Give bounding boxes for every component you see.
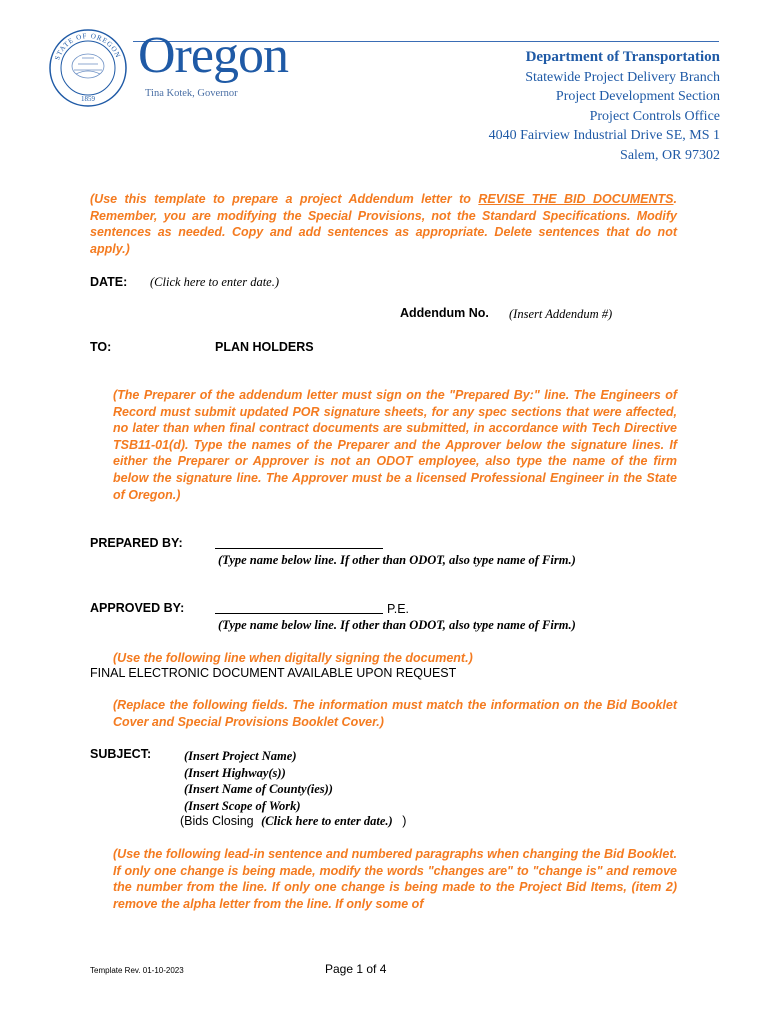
to-recipient: PLAN HOLDERS <box>215 340 314 354</box>
final-document-notice: FINAL ELECTRONIC DOCUMENT AVAILABLE UPON REQUEST <box>90 666 457 680</box>
oregon-logo-wordmark: Oregon <box>138 27 288 84</box>
subject-fields <box>184 748 333 814</box>
revise-bid-documents-text: REVISE THE BID DOCUMENTS <box>478 192 674 206</box>
prepared-by-signature-line[interactable] <box>215 536 383 554</box>
project-name-field[interactable]: (Insert Project Name) <box>184 749 297 763</box>
bids-closing-line: (Bids Closing (Click here to enter date.) ) <box>180 814 407 828</box>
county-field[interactable]: (Insert Name of County(ies)) <box>184 782 333 796</box>
page-number: Page 1 of 4 <box>325 962 387 976</box>
agency-address <box>489 48 720 165</box>
street-address: 4040 Fairview Industrial Drive SE, MS 1 <box>488 128 720 143</box>
section-name: Project Development Section <box>555 89 720 104</box>
preparer-instruction: (The Preparer of the addendum letter must sign on the "Prepared By:" line. The Engineers of Record must submit updated POR signature sheets, for any spec sections that were affected, no later than when final contract documents are submitted, in accordance with Tech Directive TSB11-01(d). Type the names of the Preparer and the Approver below the signature lines. If either the Preparer or Approver is not an ODOT employee, also type the name of the firm below the signature line. The Approver must be a licensed Professional Engineer in the State of Oregon.) <box>113 388 677 502</box>
city-state-zip: Salem, OR 97302 <box>620 147 720 163</box>
date-row <box>90 273 127 291</box>
bids-closing-date-field[interactable]: (Click here to enter date.) <box>261 814 393 828</box>
to-label: TO: <box>90 340 112 354</box>
governor-name: Tina Kotek, Governor <box>145 88 238 99</box>
department-name: Department of Transportation <box>525 49 720 65</box>
approved-by-signature-line[interactable] <box>215 601 383 619</box>
leadin-instruction: (Use the following lead-in sentence and numbered paragraphs when changing the Bid Booklet. If only one change is being made, modify the words "changes are" to "change is" and remove the number from the line. If only one change is being made to the Project Bid Items, (item 2) remove the alpha letter from the line. If only some of <box>113 847 677 911</box>
scope-of-work-field[interactable]: (Insert Scope of Work) <box>184 798 301 813</box>
office-name: Project Controls Office <box>589 108 720 124</box>
prepared-by-label: PREPARED BY: <box>90 536 183 550</box>
addendum-number-field[interactable]: (Insert Addendum #) <box>509 307 613 321</box>
template-revision: Template Rev. 01-10-2023 <box>90 966 184 975</box>
approved-by-hint: (Type name below line. If other than ODOT, also type name of Firm.) <box>218 618 576 632</box>
branch-name: Statewide Project Delivery Branch <box>525 69 720 85</box>
prepared-by-hint: (Type name below line. If other than ODOT, also type name of Firm.) <box>218 553 576 567</box>
highway-field[interactable]: (Insert Highway(s)) <box>184 765 286 780</box>
pe-suffix: P.E. <box>387 602 410 616</box>
template-instruction: (Use this template to prepare a project Addendum letter to REVISE THE BID DOCUMENTS. Remember, you are modifying the Special Provisions, not the Standard Specifications. Modify sentences as needed. Copy and add sentences as appropriate. Delete sentences that do not apply.) <box>90 192 677 256</box>
svg-text:1859: 1859 <box>81 95 95 103</box>
date-field[interactable]: (Click here to enter date.) <box>150 275 280 289</box>
subject-label: SUBJECT: <box>90 747 152 761</box>
addendum-label: Addendum No. <box>400 306 489 320</box>
oregon-state-seal <box>48 28 128 108</box>
date-label: DATE: <box>90 275 128 289</box>
svg-text:STATE OF OREGON: STATE OF OREGON <box>53 31 123 62</box>
replace-fields-instruction: (Replace the following fields. The information must match the information on the Bid Booklet Cover and Special Provisions Booklet Cover.) <box>113 698 677 729</box>
approved-by-label: APPROVED BY: <box>90 601 185 615</box>
digital-signing-instruction: (Use the following line when digitally signing the document.) <box>113 651 473 665</box>
